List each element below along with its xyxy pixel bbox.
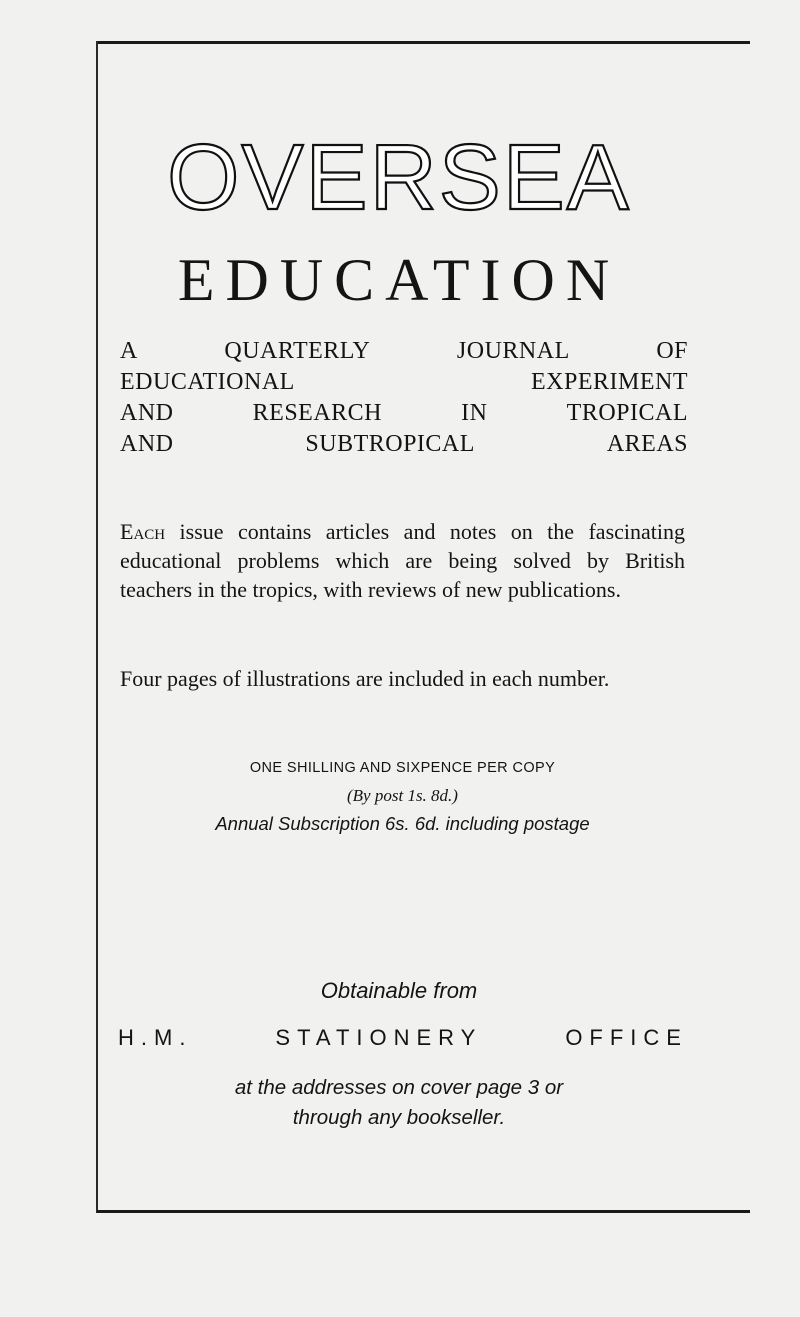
description-word: RESEARCH	[252, 400, 383, 426]
publisher-name	[118, 1024, 688, 1052]
description-word: SUBTROPICAL	[305, 431, 475, 457]
content-paragraph	[120, 517, 685, 604]
illustrations-paragraph: Four pages of illustrations are included in each number.	[120, 666, 610, 691]
obtainable-from: Obtainable from	[320, 978, 478, 1003]
description-line	[120, 398, 688, 429]
publisher-word: H.M.	[118, 1025, 193, 1050]
annual-subscription: Annual Subscription 6s. 6d. including postage	[215, 813, 590, 834]
top-rule	[97, 41, 750, 44]
description-word: QUARTERLY	[224, 338, 371, 364]
left-rule	[96, 41, 98, 1213]
bookseller-line: through any bookseller.	[292, 1106, 506, 1129]
description-line	[120, 429, 688, 460]
description-word: AREAS	[606, 431, 688, 457]
description-word: AND	[120, 400, 174, 426]
journal-subtitle: EDUCATION	[177, 247, 621, 313]
description-word: EDUCATIONAL	[120, 369, 295, 395]
description-word: AND	[120, 431, 174, 457]
price-per-copy: ONE SHILLING AND SIXPENCE PER COPY	[249, 760, 556, 776]
addresses-line: at the addresses on cover page 3 or	[234, 1076, 564, 1099]
lead-word: Each	[120, 519, 166, 544]
description-word: A	[120, 338, 138, 364]
description-line	[120, 336, 688, 367]
journal-title: OVERSEA	[167, 125, 631, 229]
price-by-post: (By post 1s. 8d.)	[347, 786, 458, 805]
description-word: JOURNAL	[456, 338, 570, 364]
description-word: OF	[656, 338, 688, 364]
description-word: TROPICAL	[566, 400, 688, 426]
description-word: EXPERIMENT	[531, 369, 688, 395]
paragraph-text: issue contains articles and notes on the fascinating educational problems which are being solved by British teachers in the tropics, with reviews of new publications.	[120, 519, 686, 602]
description-line	[120, 367, 688, 398]
description-word: IN	[461, 400, 488, 426]
journal-description	[120, 336, 688, 460]
bottom-rule	[97, 1210, 750, 1213]
publisher-word: OFFICE	[565, 1025, 688, 1050]
publisher-word: STATIONERY	[275, 1025, 483, 1050]
